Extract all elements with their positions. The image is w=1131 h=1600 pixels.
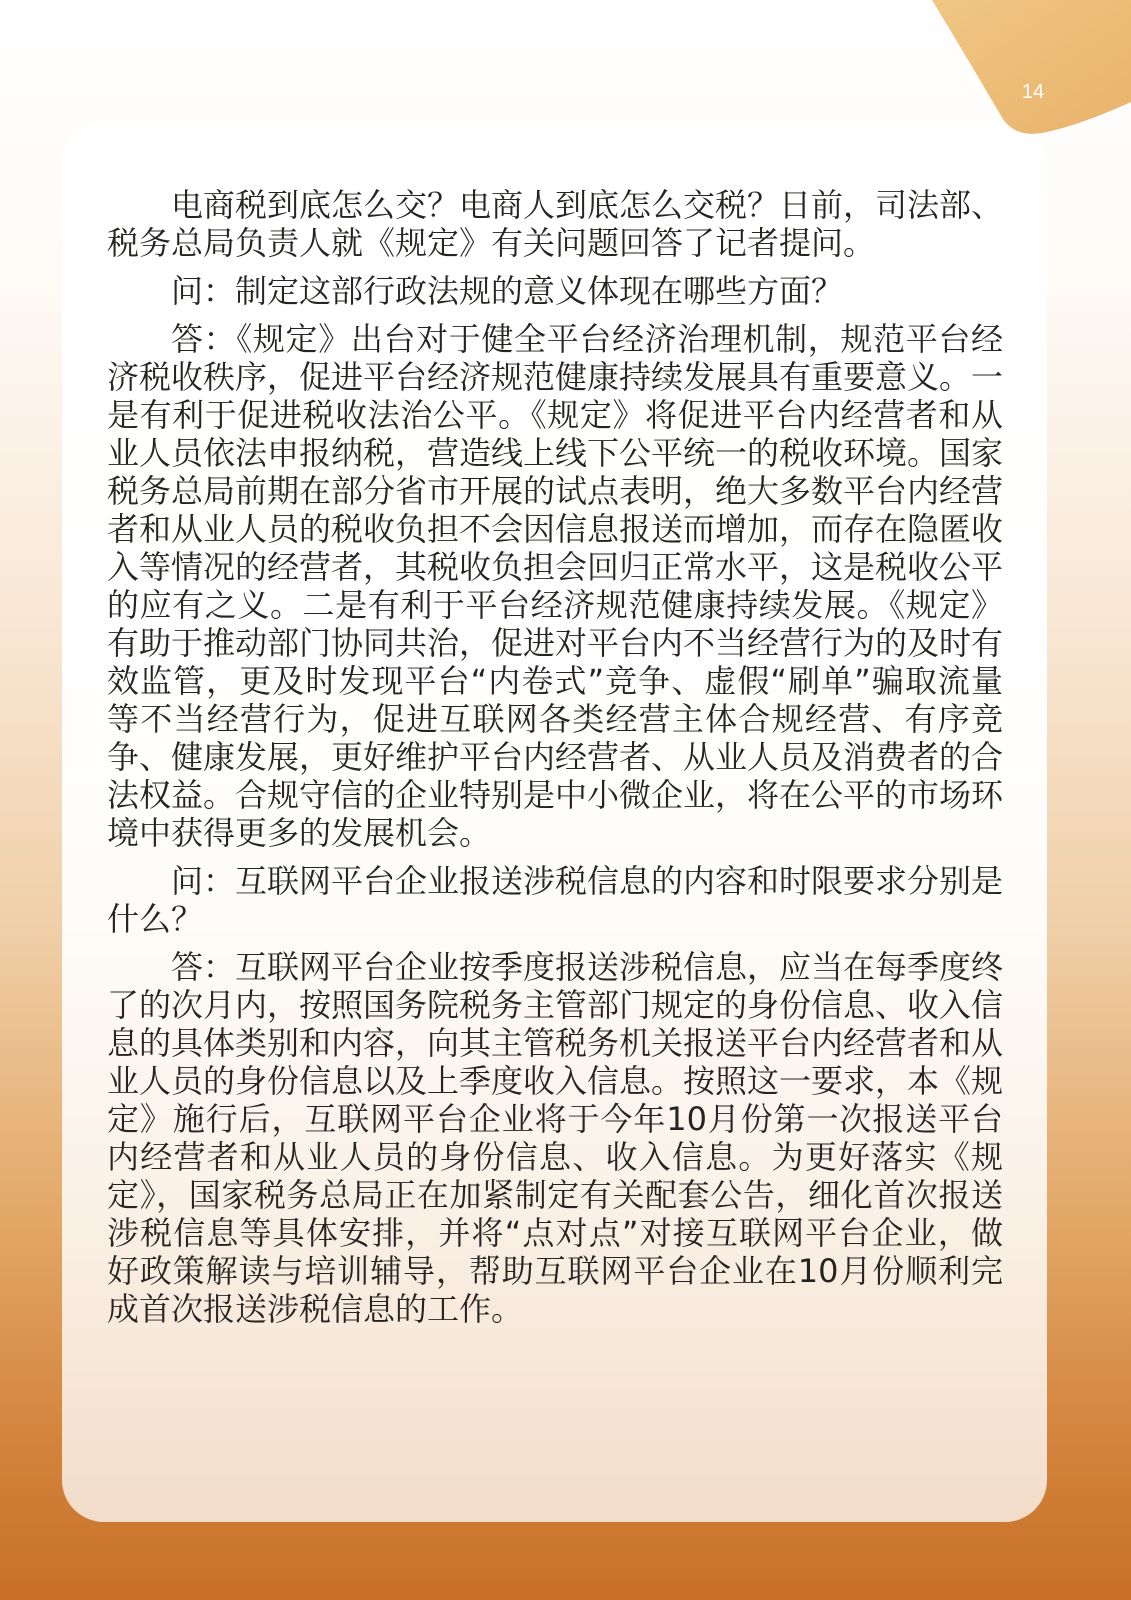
answer-paragraph: 答：互联网平台企业按季度报送涉税信息，应当在每季度终了的次月内，按照国务院税务主管部门规定的身份信息、收入信息的具体类别和内容，向其主管税务机关报送平台内经营者和从业人员的身份信息以及上季度收入信息。按照这一要求，本《规定》施行后，互联网平台企业将于今年10月份第一次报送平台内经营者和从业人员的身份信息、收入信息。为更好落实《规定》，国家税务总局正在加紧制定有关配套公告，细化首次报送涉税信息等具体安排，并将“点对点”对接互联网平台企业，做好政策解读与培训辅导，帮助互联网平台企业在10月份顺利完成首次报送涉税信息的工作。	[107, 948, 1004, 1328]
page-number: 14	[1021, 81, 1045, 103]
corner-decoration	[900, 0, 1131, 150]
content-card	[62, 122, 1047, 1522]
answer-paragraph: 答：《规定》出台对于健全平台经济治理机制，规范平台经济税收秩序，促进平台经济规范健康持续发展具有重要意义。一是有利于促进税收法治公平。《规定》将促进平台内经营者和从业人员依法申报纳税，营造线上线下公平统一的税收环境。国家税务总局前期在部分省市开展的试点表明，绝大多数平台内经营者和从业人员的税收负担不会因信息报送而增加，而存在隐匿收入等情况的经营者，其税收负担会回归正常水平，这是税收公平的应有之义。二是有利于平台经济规范健康持续发展。《规定》有助于推动部门协同共治，促进对平台内不当经营行为的及时有效监管，更及时发现平台“内卷式”竞争、虚假“刷单”骗取流量等不当经营行为，促进互联网各类经营主体合规经营、有序竞争、健康发展，更好维护平台内经营者、从业人员及消费者的合法权益。合规守信的企业特别是中小微企业，将在公平的市场环境中获得更多的发展机会。	[107, 320, 1004, 852]
question-paragraph: 问：制定这部行政法规的意义体现在哪些方面？	[171, 272, 844, 310]
question-paragraph: 问：互联网平台企业报送涉税信息的内容和时限要求分别是什么？	[107, 862, 1004, 938]
corner-blob-shape	[932, 0, 1131, 134]
intro-paragraph: 电商税到底怎么交？电商人到底怎么交税？日前，司法部、税务总局负责人就《规定》有关问题回答了记者提问。	[107, 186, 1004, 262]
article-body	[107, 186, 1003, 1328]
